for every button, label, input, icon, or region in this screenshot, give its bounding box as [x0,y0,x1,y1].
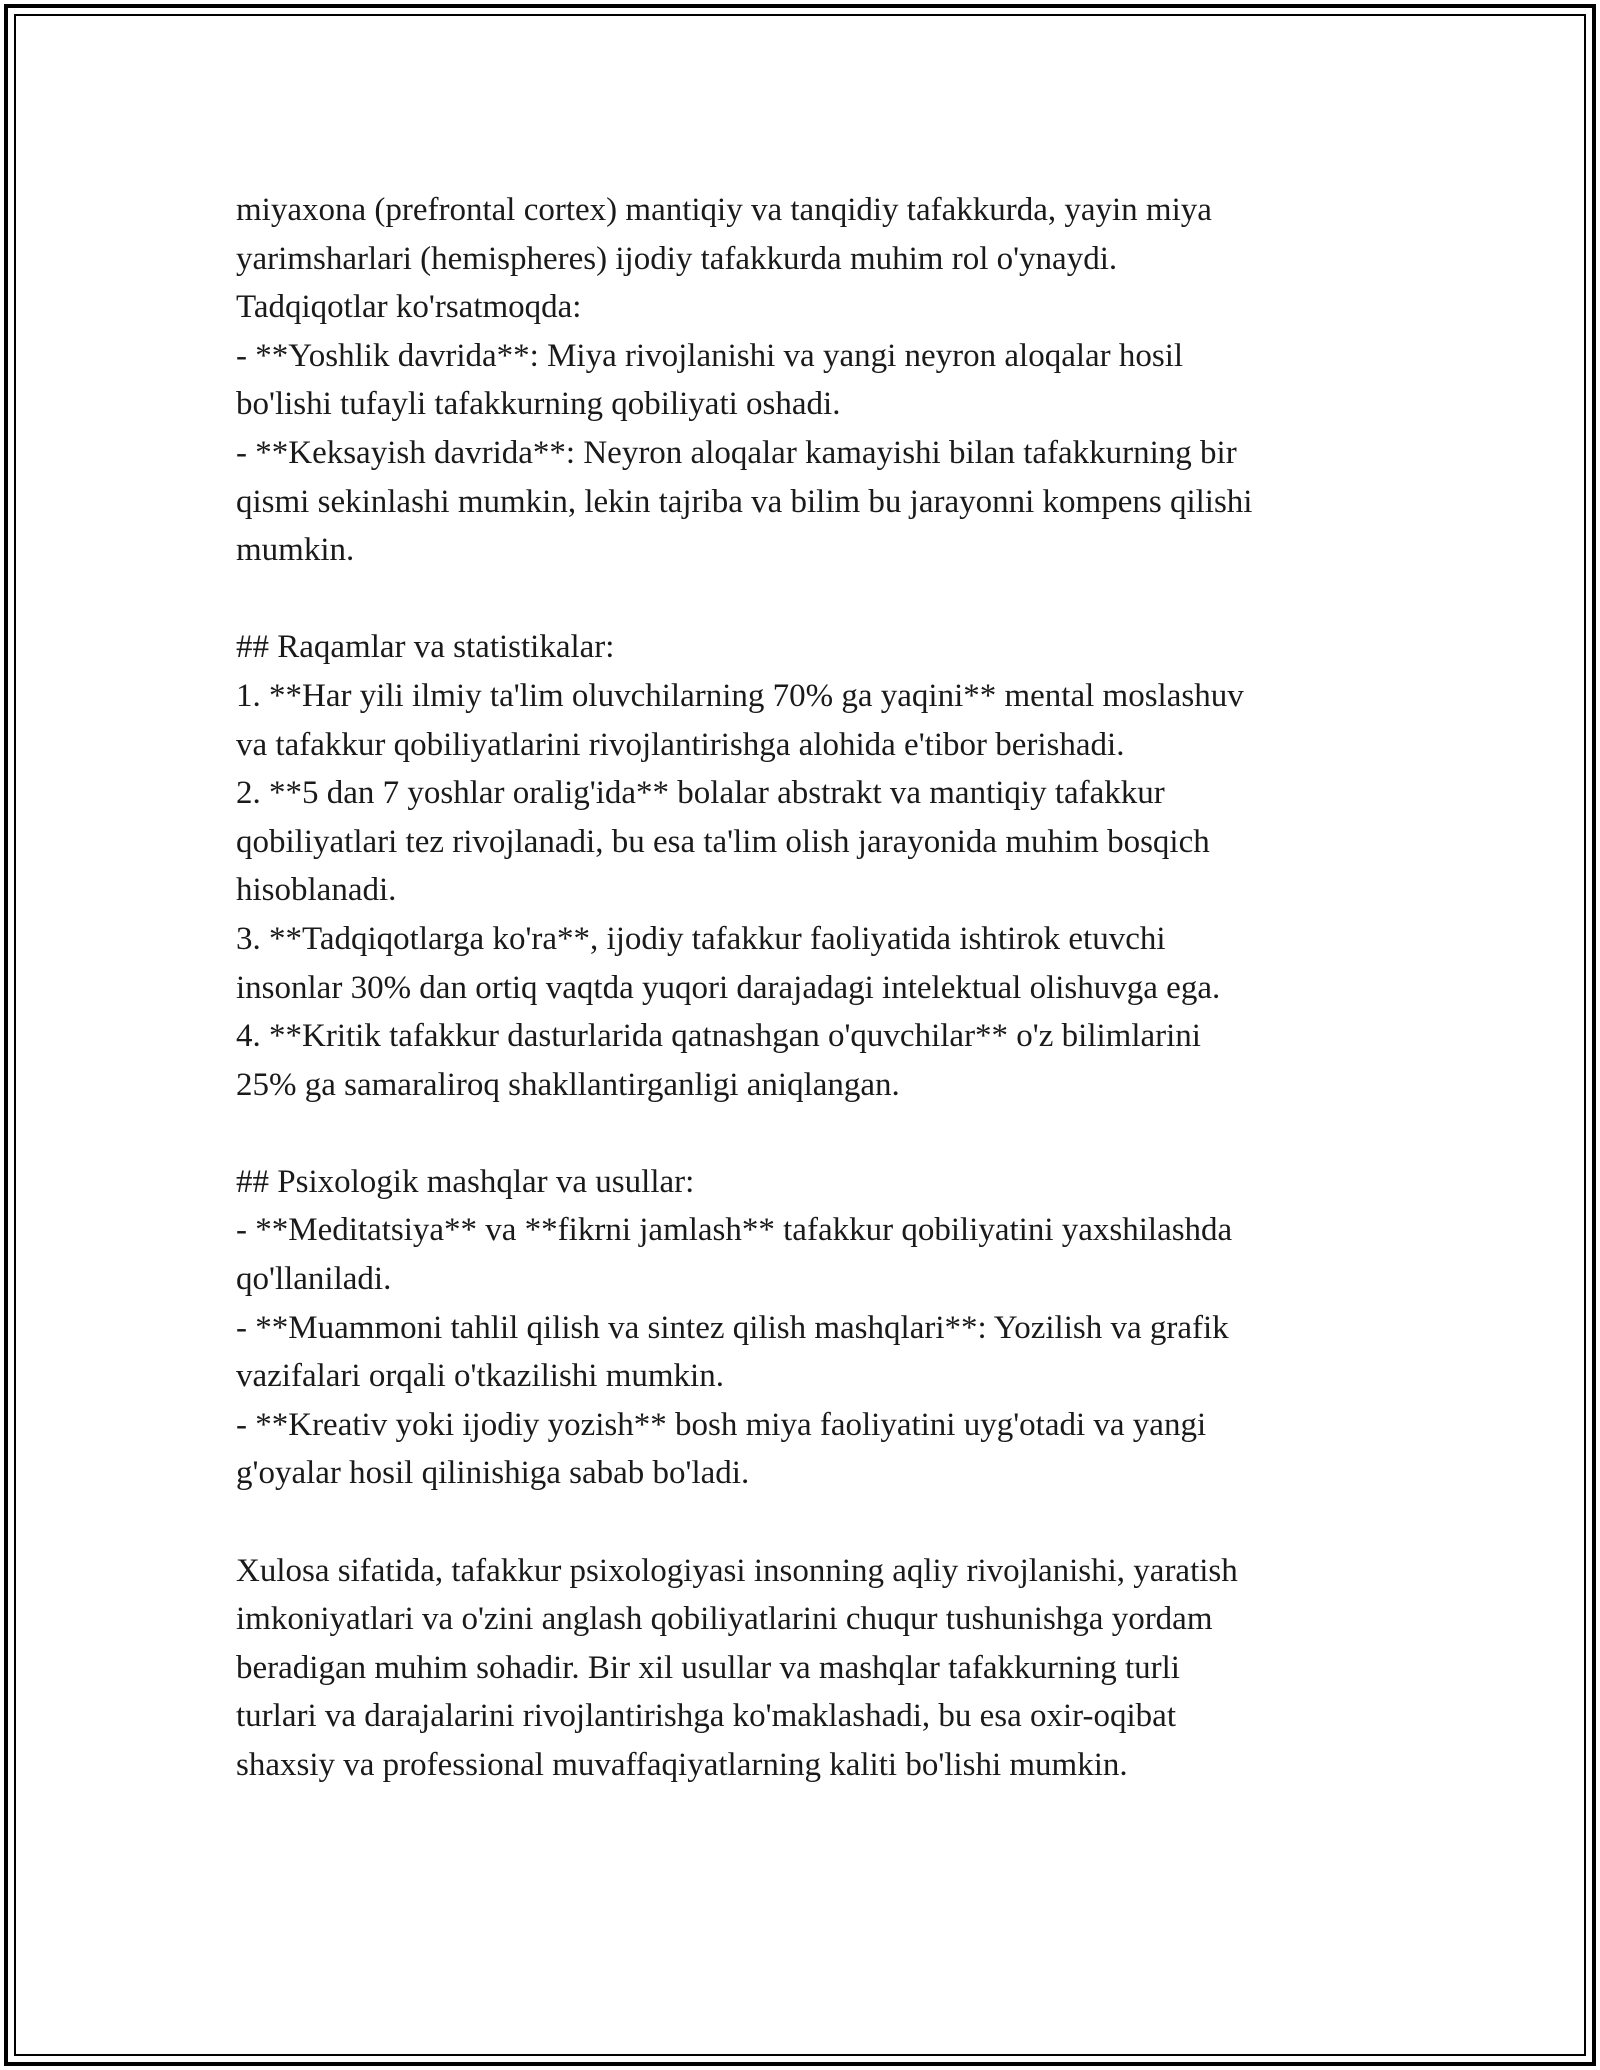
numbered-item-line: hisoblanadi. [236,872,397,909]
text-line: yarimsharlari (hemispheres) ijodiy tafakkurda muhim rol o'ynaydi. [236,240,1118,277]
text-line: imkoniyatlari va o'zini anglash qobiliyatlarini chuqur tushunishga yordam [236,1601,1213,1638]
numbered-item-line: insonlar 30% dan ortiq vaqtda yuqori darajadagi intelektual olishuvga ega. [236,969,1221,1006]
list-item-line: qismi sekinlashi mumkin, lekin tajriba va bilim bu jarayonni kompens qilishi [236,483,1253,520]
numbered-item-line: 4. **Kritik tafakkur dasturlarida qatnashgan o'quvchilar** o'z bilimlarini [236,1018,1201,1055]
text-line: Tadqiqotlar ko'rsatmoqda: [236,289,582,326]
list-item-line: bo'lishi tufayli tafakkurning qobiliyati oshadi. [236,386,841,423]
list-item-line: - **Meditatsiya** va **fikrni jamlash** tafakkur qobiliyatini yaxshilashda [236,1212,1233,1249]
list-item-line: mumkin. [236,532,355,569]
document-body [236,186,1386,1790]
list-item-line: g'oyalar hosil qilinishiga sabab bo'ladi. [236,1455,750,1492]
list-item-line: qo'llaniladi. [236,1261,392,1298]
numbered-item-line: 3. **Tadqiqotlarga ko'ra**, ijodiy tafakkur faoliyatida ishtirok etuvchi [236,920,1166,957]
paragraph-conclusion [236,1547,1386,1790]
section-exercises [236,1158,1386,1498]
list-item-line: - **Yoshlik davrida**: Miya rivojlanishi va yangi neyron aloqalar hosil [236,337,1184,374]
numbered-item-line: 25% ga samaraliroq shakllantirganligi aniqlangan. [236,1066,900,1103]
paragraph-brain-regions [236,186,1386,575]
numbered-item-line: 2. **5 dan 7 yoshlar oralig'ida** bolalar abstrakt va mantiqiy tafakkur [236,775,1165,812]
text-line: Xulosa sifatida, tafakkur psixologiyasi insonning aqliy rivojlanishi, yaratish [236,1552,1238,1589]
text-line: turlari va darajalarini rivojlantirishga ko'maklashadi, bu esa oxir-oqibat [236,1698,1176,1735]
numbered-item-line: qobiliyatlari tez rivojlanadi, bu esa ta'lim olish jarayonida muhim bosqich [236,823,1210,860]
list-item-line: - **Keksayish davrida**: Neyron aloqalar kamayishi bilan tafakkurning bir [236,434,1237,471]
paragraph-gap [236,575,1386,624]
numbered-item-line: va tafakkur qobiliyatlarini rivojlantirishga alohida e'tibor berishadi. [236,726,1125,763]
list-item-line: vazifalari orqali o'tkazilishi mumkin. [236,1358,724,1395]
text-line: shaxsiy va professional muvaffaqiyatlarning kaliti bo'lishi mumkin. [236,1747,1128,1783]
text-line: beradigan muhim sohadir. Bir xil usullar va mashqlar tafakkurning turli [236,1649,1180,1686]
numbered-item-line: 1. **Har yili ilmiy ta'lim oluvchilarning 70% ga yaqini** mental moslashuv [236,677,1244,714]
list-item-line: - **Kreativ yoki ijodiy yozish** bosh miya faoliyatini uyg'otadi va yangi [236,1406,1207,1443]
text-line: miyaxona (prefrontal cortex) mantiqiy va tanqidiy tafakkurda, yayin miya [236,192,1212,228]
paragraph-gap [236,1109,1386,1158]
section-heading: ## Raqamlar va statistikalar: [236,629,615,666]
section-heading: ## Psixologik mashqlar va usullar: [236,1163,695,1200]
section-statistics [236,623,1386,1109]
list-item-line: - **Muammoni tahlil qilish va sintez qilish mashqlari**: Yozilish va grafik [236,1309,1229,1346]
paragraph-gap [236,1498,1386,1547]
